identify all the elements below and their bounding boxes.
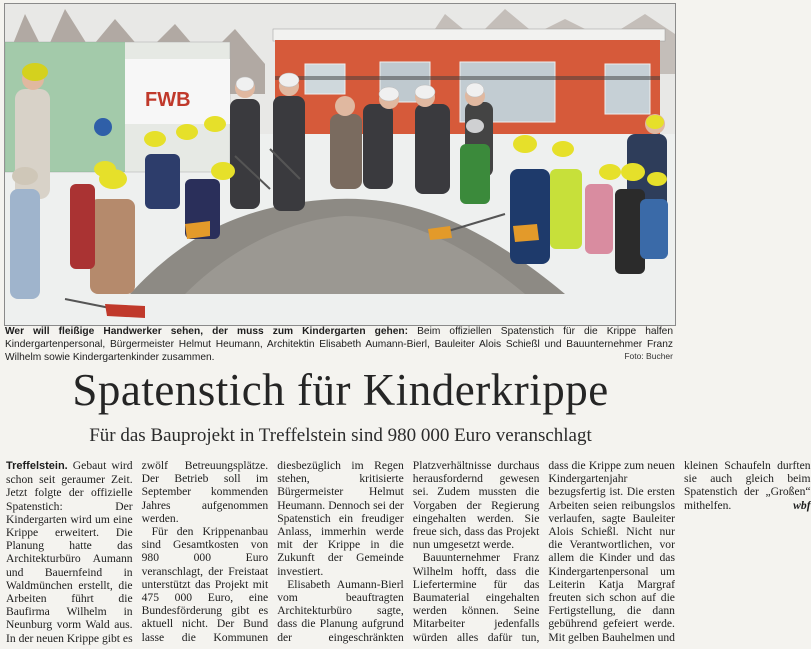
caption-lead: Wer will fleißige Handwerker sehen, der muss zum Kindergarten gehen: bbox=[5, 326, 409, 337]
news-photo bbox=[4, 3, 676, 326]
photo-caption bbox=[5, 325, 673, 364]
author-signature: wbf bbox=[793, 498, 811, 512]
headline: Spatenstich für Kinderkrippe bbox=[72, 365, 609, 415]
paragraph-4-text: Bauunternehmer Franz Wilhelm hofft, dass die Liefertermine für das Baumaterial eingehalten werden können. Seine Mitarbeiter jedenfalls würden alles dafür tun, dass die Krippe zum neuen Kindergartenjahr bezugsfertig ist. Die ersten Arbeiten seien reibungslos verlaufen, sagte Bauleiter Alois Schießl. Nicht nur die Verantwortlichen, vor allem die Kinder und das Kindergartenpersonal um Leiterin Katja Margraf freuten sich schon auf die Fertigstellung, die dann gebührend gefeiert werde. Mit gelben Bauhelmen und kleinen Schaufeln durften sie auch gleich beim Spatenstich der „Großen“ mithelfen. bbox=[412, 459, 811, 644]
article-paragraph-3: Elisabeth Aumann-Bierl vom beauftragten Architekturbüro sagte, dass die Planung aufgrund der eingeschränkten Platzverhältnisse durchaus herausfordernd gewesen sei. Zudem mussten die Vorgaben der Regierung eingehalten werden. Sie freue sich, dass das Projekt nun umgesetzt werde. bbox=[277, 459, 540, 644]
photo-illustration bbox=[5, 4, 675, 325]
article-body bbox=[6, 459, 811, 647]
caption-body: Beim offiziellen Spatenstich für die Krippe halfen Kindergartenpersonal, Bürgermeister Helmut Heumann, Architektin Elisabeth Aumann-Bierl, Bauleiter Alois Schießl und Bauunternehmer Franz Wilhelm sowie Kindergartenkinder zusammen. bbox=[5, 326, 673, 363]
subheadline: Für das Bauprojekt in Treffelstein sind 980 000 Euro veranschlagt bbox=[89, 425, 592, 446]
photo-credit: Foto: Bucher bbox=[624, 351, 673, 361]
dateline: Treffelstein. bbox=[6, 460, 68, 472]
banner-sign-text: FWB bbox=[145, 89, 191, 111]
article-paragraph-2: Für den Krippenanbau sind Gesamtkosten von 980 000 Euro veranschlagt, der Freistaat unterstützt das Projekt mit 475 000 Euro, eine Bundesförderung gibt es aktuell nicht. Der Bund lasse die Kommunen diesbezüglich im Regen stehen, kritisierte Bürgermeister Helmut Heumann. Dennoch sei der Spatenstich ein freudiger Anlass, immerhin werde mit der Krippe in die Zukunft der Gemeinde investiert. bbox=[141, 459, 404, 644]
paragraph-1-text: Gebaut wird schon seit geraumer Zeit. Jetzt folgte der offizielle Spatenstich: Der Kindergarten wird um eine Krippe erweitert. Die Planung hatte das Architekturbüro Aumann und Bauernfeind in Waldmünchen erstellt, die Arbeiten führt die Baufirma Wilhelm in Neunburg vorm Wald aus. In der neuen Krippe gibt es zwölf Betreuungsplätze. Der Betrieb soll im September kommenden Jahres aufgenommen werden. bbox=[6, 459, 269, 645]
